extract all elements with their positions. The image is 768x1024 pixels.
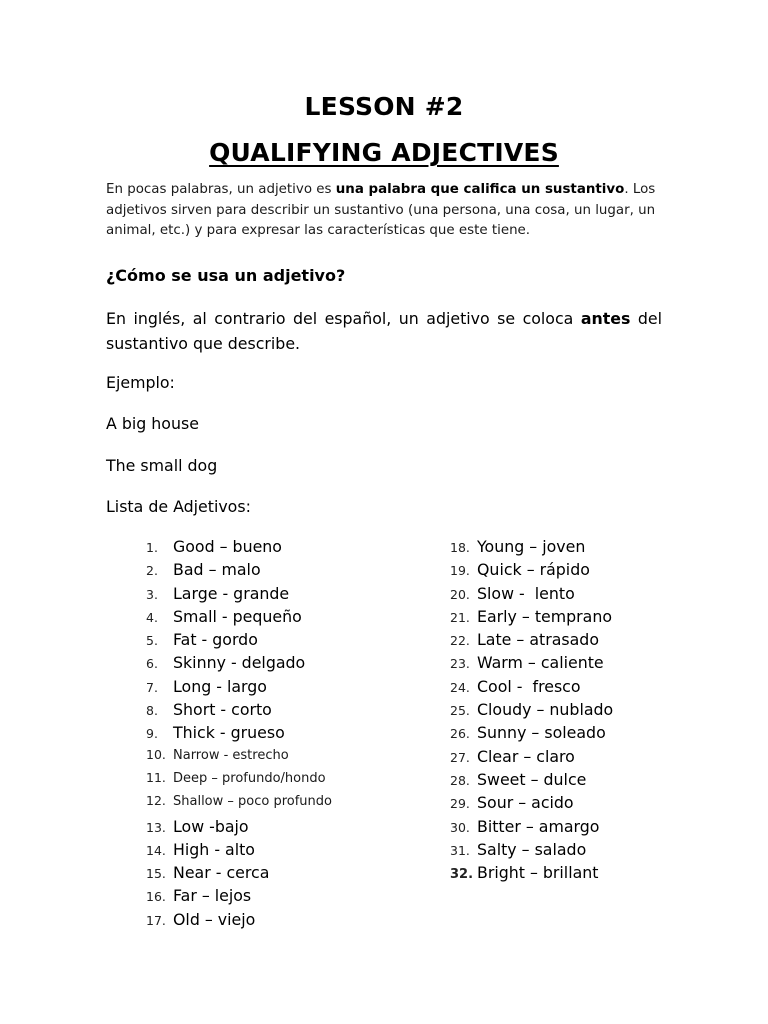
intro-paragraph — [106, 180, 666, 242]
list-item-number: 21. — [450, 609, 470, 625]
list-item-text: High - alto — [173, 839, 255, 859]
list-item-number: 30. — [450, 819, 470, 835]
list-item — [450, 817, 613, 840]
list-item-number: 19. — [450, 563, 470, 579]
intro-text-2: . Los adjetivos sirven para describir un sustantivo (una persona, una cosa, un lugar, un animal, etc.) y para expresar las características que este tiene. — [106, 182, 656, 238]
list-item-number: 22. — [450, 633, 470, 649]
example-1: A big house — [106, 414, 199, 433]
list-item — [146, 910, 332, 933]
list-item-text: Near - cerca — [173, 863, 270, 883]
list-item-number: 9. — [146, 726, 158, 742]
example-label: Ejemplo: — [106, 373, 175, 392]
list-item-number: 31. — [450, 842, 470, 858]
list-item-number: 16. — [146, 889, 166, 905]
list-item — [146, 723, 332, 746]
list-item-text: Long - largo — [173, 676, 267, 696]
list-item-text: Low -bajo — [173, 816, 249, 836]
list-item-number: 2. — [146, 563, 158, 579]
list-item — [450, 607, 613, 630]
list-item-number: 7. — [146, 679, 158, 695]
list-item — [450, 653, 613, 676]
list-item-number: 24. — [450, 679, 470, 695]
list-item-number: 8. — [146, 703, 158, 719]
list-item-number: 29. — [450, 796, 470, 812]
list-item — [146, 793, 332, 816]
list-item-number: 6. — [146, 656, 158, 672]
list-item-text: Sweet – dulce — [477, 769, 587, 789]
list-item-text: Far – lejos — [173, 886, 252, 906]
list-item — [146, 677, 332, 700]
list-item-number: 11. — [146, 769, 166, 785]
list-item — [450, 793, 613, 816]
intro-text-1: En pocas palabras, un adjetivo es — [106, 182, 336, 197]
list-item-number: 13. — [146, 819, 166, 835]
list-item-text: Good – bueno — [173, 537, 282, 556]
usage-text-2: del sustantivo que describe. — [106, 309, 662, 353]
list-item-number: 15. — [146, 866, 166, 882]
intro-text-bold: una palabra que califica un sustantivo — [335, 182, 625, 197]
section-heading: ¿Cómo se usa un adjetivo? — [106, 266, 346, 285]
usage-text-1: En inglés, al contrario del español, un adjetivo se coloca — [106, 309, 581, 328]
list-item-text: Skinny - delgado — [173, 653, 306, 673]
list-item-text: Cool - fresco — [477, 676, 581, 696]
list-item-text: Shallow – poco profundo — [173, 794, 332, 810]
adjective-list-left — [146, 537, 332, 933]
list-item-text: Small - pequeño — [173, 606, 302, 626]
list-item — [450, 723, 613, 746]
list-item-text: Old – viejo — [173, 909, 256, 929]
usage-paragraph — [106, 307, 662, 356]
list-item-text: Bad – malo — [173, 560, 261, 580]
adjective-list-right — [450, 537, 613, 886]
list-item-text: Bitter – amargo — [477, 816, 600, 836]
list-item-text: Fat - gordo — [173, 630, 258, 650]
list-item — [450, 840, 613, 863]
list-item — [146, 584, 332, 607]
list-item-number: 10. — [146, 746, 166, 762]
list-item-number: 18. — [450, 540, 470, 555]
list-item-number: 28. — [450, 772, 470, 788]
list-item-number: 23. — [450, 656, 470, 672]
list-item-number: 12. — [146, 793, 166, 809]
list-item-text: Short - corto — [173, 700, 272, 720]
list-item — [146, 770, 332, 793]
list-item-text: Thick - grueso — [173, 723, 285, 743]
list-item — [450, 560, 613, 583]
list-item — [450, 770, 613, 793]
list-item-text: Bright – brillant — [477, 863, 599, 883]
list-item — [146, 886, 332, 909]
list-item-number: 1. — [146, 540, 158, 555]
list-item — [146, 700, 332, 723]
list-item-number: 17. — [146, 912, 166, 928]
list-item-text: Large - grande — [173, 583, 290, 603]
list-item-text: Young – joven — [477, 537, 586, 556]
lesson-title: LESSON #2 — [304, 92, 464, 121]
usage-text-bold: antes — [580, 309, 631, 328]
list-item-text: Quick – rápido — [477, 560, 590, 580]
list-item — [146, 840, 332, 863]
list-item-text: Warm – caliente — [477, 653, 604, 673]
list-item-number: 4. — [146, 609, 158, 625]
list-item — [146, 747, 332, 770]
list-item — [146, 537, 332, 560]
list-item — [146, 653, 332, 676]
lesson-subtitle: QUALIFYING ADJECTIVES — [209, 138, 559, 167]
list-item — [450, 700, 613, 723]
list-item — [146, 560, 332, 583]
list-item-text: Sour – acido — [477, 793, 574, 813]
list-item — [146, 817, 332, 840]
list-item-text: Salty – salado — [477, 839, 587, 859]
list-item — [450, 584, 613, 607]
list-item — [450, 677, 613, 700]
example-2: The small dog — [106, 456, 218, 475]
list-item-text: Clear – claro — [477, 746, 575, 766]
list-item — [450, 537, 613, 560]
list-item-number: 32. — [450, 867, 474, 883]
list-item-number: 25. — [450, 703, 470, 719]
list-item-text: Deep – profundo/hondo — [173, 770, 326, 786]
list-item-text: Narrow - estrecho — [173, 747, 289, 763]
list-item — [146, 863, 332, 886]
list-item-text: Sunny – soleado — [477, 723, 606, 743]
list-item — [450, 630, 613, 653]
list-item-text: Slow - lento — [477, 583, 575, 603]
list-item-number: 5. — [146, 633, 158, 649]
list-item-number: 3. — [146, 586, 158, 602]
list-item-text: Early – temprano — [477, 606, 613, 626]
list-item — [146, 607, 332, 630]
list-item-number: 27. — [450, 749, 470, 765]
list-item-number: 26. — [450, 726, 470, 742]
list-item — [450, 863, 613, 886]
list-label: Lista de Adjetivos: — [106, 497, 251, 516]
list-item-number: 20. — [450, 586, 470, 602]
list-item-text: Cloudy – nublado — [477, 700, 614, 720]
list-item-text: Late – atrasado — [477, 630, 599, 650]
list-item — [146, 630, 332, 653]
list-item-number: 14. — [146, 842, 166, 858]
list-item — [450, 747, 613, 770]
